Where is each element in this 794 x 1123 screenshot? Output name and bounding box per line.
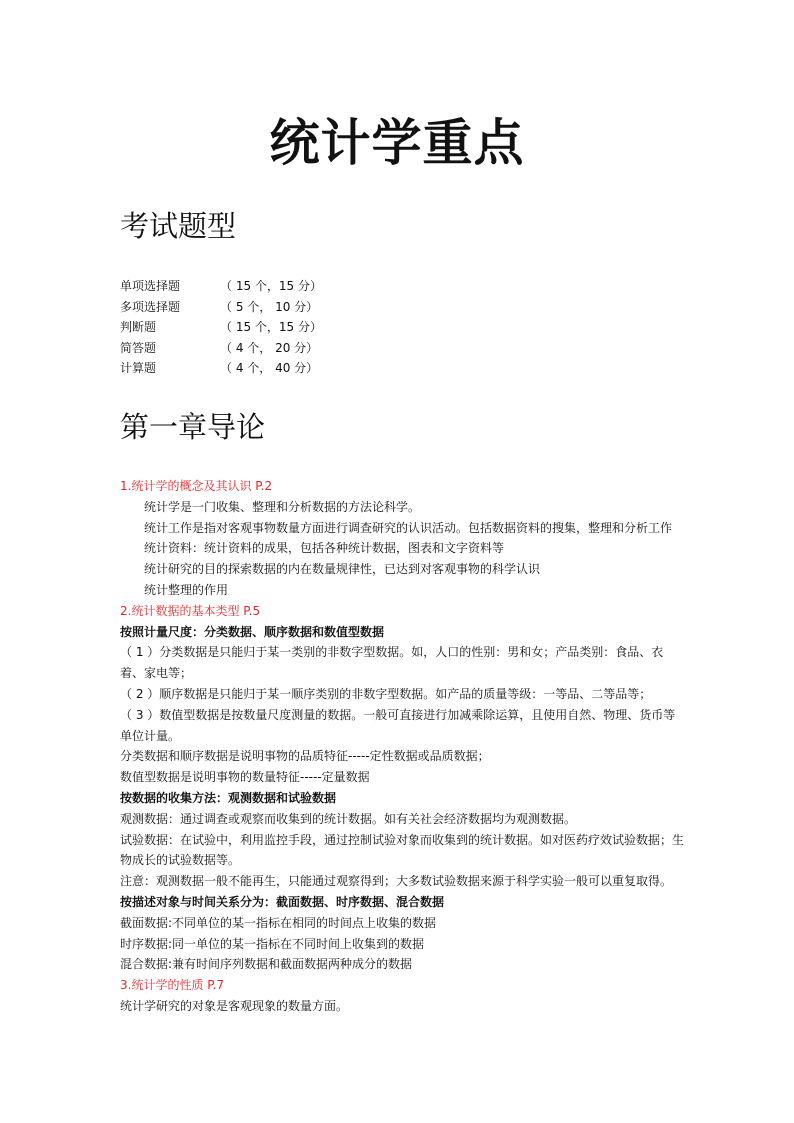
- exam-type-detail: （ 15 个，15 分）: [220, 279, 322, 293]
- section-1-line: 统计资料：统计资料的成果，包括各种统计数据，图表和文字资料等: [144, 541, 505, 556]
- section-1-line: 统计学是一门收集、整理和分析数据的方法论科学。: [144, 499, 421, 514]
- section-3-title: 3.统计学的性质 P.7: [120, 978, 225, 993]
- exam-type-row: [120, 338, 322, 359]
- chapter-1-content: [120, 476, 685, 1017]
- time-relation-line: 时序数据:同一单位的某一指标在不同时间上收集到的数据: [120, 936, 425, 951]
- exam-type-name: 判断题: [120, 320, 157, 335]
- measure-scale-line: 分类数据和顺序数据是说明事物的品质特征-----定性数据或品质数据；: [120, 749, 490, 764]
- exam-type-detail: （ 5 个， 10 分）: [220, 299, 319, 314]
- collection-method-line: 观测数据：通过调查或观察而收集到的统计数据。如有关社会经济数据均为观测数据。: [120, 811, 577, 826]
- exam-type-name: 简答题: [120, 340, 157, 355]
- exam-type-row: [120, 297, 322, 318]
- collection-method-line: 注意：观测数据一般不能再生，只能通过观察得到；大多数试验数据来源于科学实验一般可以重复取得。: [120, 874, 673, 889]
- measure-scale-line: （ 2 ）顺序数据是只能归于某一顺序类别的非数字型数据。如产品的质量等级：一等品、二等品等；: [120, 686, 652, 701]
- exam-type-name: 计算题: [120, 361, 157, 376]
- measure-scale-line: （ 1 ）分类数据是只能归于某一类别的非数字型数据。如，人口的性别：男和女；产品类别：食品、衣着、家电等；: [120, 645, 664, 681]
- section-1-line: 统计工作是指对客观事物数量方面进行调查研究的认识活动。包括数据资料的搜集，整理和分析工作: [144, 520, 673, 535]
- exam-type-name: 单项选择题: [120, 279, 181, 293]
- exam-type-row: [120, 358, 322, 379]
- exam-types-heading: 考试题型: [120, 209, 237, 243]
- collection-method-heading: 按数据的收集方法：观测数据和试验数据: [120, 790, 337, 805]
- time-relation-line: 混合数据:兼有时间序列数据和截面数据两种成分的数据: [120, 957, 413, 972]
- chapter-1-heading: 第一章导论: [120, 410, 266, 444]
- exam-type-detail: （ 4 个， 20 分）: [220, 340, 319, 355]
- exam-type-row: [120, 276, 322, 297]
- exam-type-name: 多项选择题: [120, 299, 181, 314]
- time-relation-line: 截面数据:不同单位的某一指标在相同的时间点上收集的数据: [120, 915, 437, 930]
- measure-scale-heading: 按照计量尺度：分类数据、顺序数据和数值型数据: [120, 624, 385, 639]
- section-1-line: 统计研究的目的探索数据的内在数量规律性，已达到对客观事物的科学认识: [144, 562, 541, 577]
- exam-type-row: [120, 317, 322, 338]
- time-relation-heading: 按描述对象与时间关系分为：截面数据、时序数据、混合数据: [120, 894, 445, 909]
- measure-scale-line: （ 3 ）数值型数据是按数量尺度测量的数据。一般可直接进行加减乘除运算，且使用自然、物理、货币等单位计量。: [120, 707, 676, 743]
- section-2-title: 2.统计数据的基本类型 P.5: [120, 603, 261, 618]
- collection-method-line: 试验数据：在试验中，利用监控手段，通过控制试验对象而收集到的统计数据。如对医药疗效试验数据；生物成长的试验数据等。: [120, 832, 685, 868]
- section-1-line: 统计整理的作用: [144, 582, 229, 597]
- exam-type-detail: （ 15 个，15 分）: [220, 320, 322, 335]
- document-title: 统计学重点: [269, 114, 525, 172]
- exam-types-list: [120, 276, 322, 379]
- measure-scale-line: 数值型数据是说明事物的数量特征-----定量数据: [120, 770, 370, 785]
- section-3-line: 统计学研究的对象是客观现象的数量方面。: [120, 998, 349, 1013]
- section-1-title: 1.统计学的概念及其认识 P.2: [120, 479, 273, 493]
- exam-type-detail: （ 4 个， 40 分）: [220, 361, 319, 376]
